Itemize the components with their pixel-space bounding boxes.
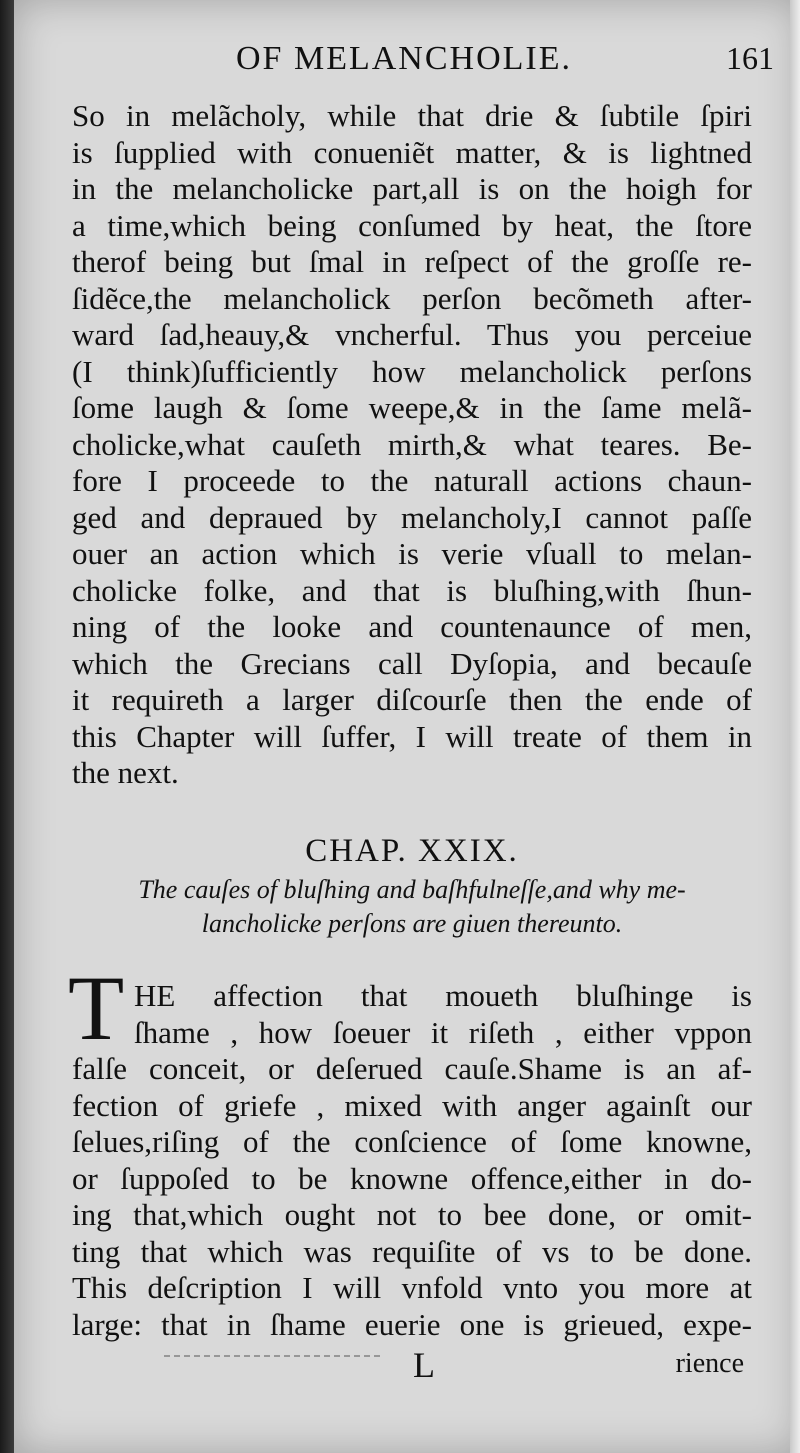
text-line: So in melãcholy, while that drie & ſubtile ſpiri: [72, 98, 752, 133]
text-line: This deſcription I will vnfold vnto you more at: [72, 1270, 752, 1305]
text-line: ſidẽce,the melancholick perſon becõmeth after-: [72, 280, 752, 316]
text-line: the next.: [72, 755, 179, 790]
running-head: OF MELANCHOLIE.: [236, 40, 572, 77]
text-line: fection of griefe , mixed with anger againſt our: [72, 1087, 752, 1123]
text-line: (I think)ſufficiently how melancholick perſons: [72, 353, 752, 389]
chapter-title: [72, 873, 752, 941]
chapter-heading: CHAP. XXIX.: [305, 833, 519, 869]
text-line: therof being but ſmal in reſpect of the groſſe re-: [72, 244, 752, 279]
text-line: large: that in ſhame euerie one is grieued, expe-: [72, 1306, 752, 1342]
text-line: ouer an action which is verie vſuall to melan-: [72, 536, 752, 571]
catchword: rience: [675, 1348, 744, 1379]
book-page: [14, 0, 800, 1453]
chapter-paragraph: [72, 978, 752, 1343]
text-line: in the melancholicke part,all is on the hoigh for: [72, 171, 752, 206]
text-line: fore I proceede to the naturall actions chaun-: [72, 463, 752, 498]
chapter-title-line: The cauſes of bluſhing and baſhfulneſſe,and why me-: [138, 875, 686, 904]
page-number: 161: [726, 40, 774, 76]
text-line: ward ſad,heauy,& vncherful. Thus you perceiue: [72, 317, 752, 352]
text-line: cholicke folke, and that is bluſhing,with ſhun-: [72, 572, 752, 608]
bleed-through-rule: [164, 1355, 384, 1357]
text-line: ting that which was requiſite of vs to be done.: [72, 1233, 752, 1269]
chapter-title-line: lancholicke perſons are giuen thereunto.: [201, 909, 623, 938]
text-line: ſhame , how ſoeuer it riſeth , either vppon: [134, 1014, 752, 1050]
text-line: which the Grecians call Dyſopia, and becauſe: [72, 645, 752, 681]
text-line: or ſuppoſed to be knowne offence,either in do-: [72, 1160, 752, 1196]
text-line: it requireth a larger diſcourſe then the ende of: [72, 682, 752, 717]
text-line: is ſupplied with conueniẽt matter, & is lightned: [72, 134, 752, 170]
text-line: ged and depraued by melancholy,I cannot paſſe: [72, 499, 752, 535]
drop-cap: T: [68, 957, 125, 1059]
text-line: ing that,which ought not to bee done, or omit-: [72, 1197, 752, 1232]
text-line: ſelues,riſing of the conſcience of ſome knowne,: [72, 1124, 752, 1159]
text-line: cholicke,what cauſeth mirth,& what teares. Be-: [72, 426, 752, 462]
paragraph-continuation: [72, 98, 752, 792]
signature-mark: L: [413, 1345, 435, 1385]
text-line: HE affection that moueth bluſhinge is: [134, 978, 752, 1013]
text-line: ning of the looke and countenaunce of men,: [72, 609, 752, 644]
page-edge: [790, 0, 800, 1453]
text-line: ſome laugh & ſome weepe,& in the ſame melã-: [72, 390, 752, 425]
page-gutter-shadow: [0, 0, 14, 1453]
text-line: a time,which being conſumed by heat, the ſtore: [72, 207, 752, 243]
text-line: this Chapter will ſuffer, I will treate of them in: [72, 718, 752, 754]
text-line: falſe conceit, or deſerued cauſe.Shame is an af-: [72, 1051, 752, 1086]
